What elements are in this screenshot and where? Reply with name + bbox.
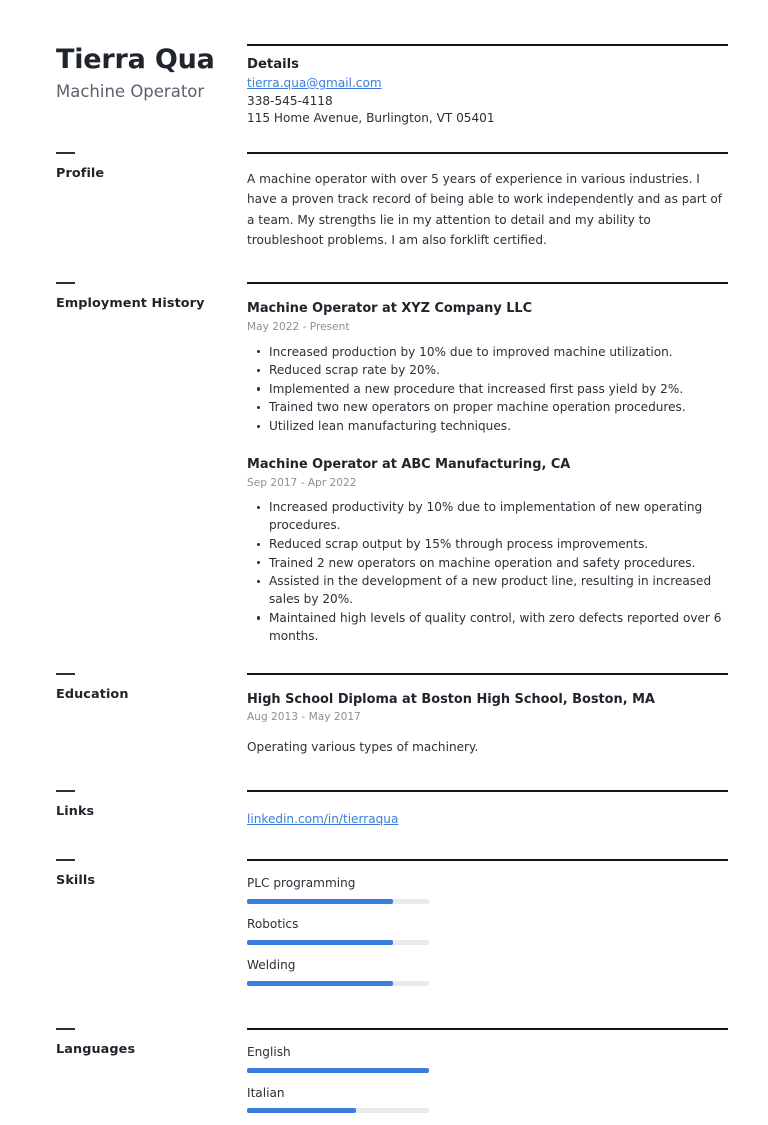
details-section xyxy=(247,44,768,128)
skill-level-track xyxy=(247,940,429,945)
links-label-column xyxy=(0,790,247,819)
bullet-item: Maintained high levels of quality control, with zero defects reported over 6 months. xyxy=(269,609,728,645)
language-level-fill xyxy=(247,1068,429,1073)
entry-title: Machine Operator at ABC Manufacturing, CA xyxy=(247,457,571,473)
profile-text: A machine operator with over 5 years of experience in various industries. I have a proven track record of being able to work independently and as part of a team. My strengths lie in my attention to detail and my ability to troubleshoot problems. I am also forklift certified. xyxy=(247,171,723,247)
section-dash xyxy=(56,790,75,792)
bullet-item: Trained two new operators on proper machine operation procedures. xyxy=(269,398,728,416)
skill-level-fill xyxy=(247,981,393,986)
section-rule xyxy=(247,282,728,284)
bullet-item: Utilized lean manufacturing techniques. xyxy=(269,417,728,435)
skill-item xyxy=(247,875,728,904)
languages-content-column xyxy=(247,1028,768,1125)
employment-entry xyxy=(247,300,728,435)
details-phone: 338-545-4118 xyxy=(247,93,333,108)
employment-entry xyxy=(247,456,728,645)
language-level-track xyxy=(247,1068,429,1073)
profile-section xyxy=(0,152,768,251)
skill-item xyxy=(247,957,728,986)
links-content-column xyxy=(247,790,768,829)
profile-label-column xyxy=(0,152,247,181)
employment-label-column xyxy=(0,282,247,311)
entry-bullets xyxy=(247,498,728,645)
candidate-job-title: Machine Operator xyxy=(56,82,205,102)
languages-label: Languages xyxy=(56,1041,136,1057)
education-label-column xyxy=(0,673,247,702)
bullet-item: Trained 2 new operators on machine operation and safety procedures. xyxy=(269,554,728,572)
skills-label-column xyxy=(0,859,247,888)
skill-name: Robotics xyxy=(247,916,299,931)
profile-content-column xyxy=(247,152,768,251)
entry-dates: Sep 2017 - Apr 2022 xyxy=(247,476,357,489)
languages-section xyxy=(0,1028,768,1125)
skills-list xyxy=(247,875,728,986)
links-label: Links xyxy=(56,804,95,820)
bullet-item: Increased production by 10% due to improved machine utilization. xyxy=(269,343,728,361)
section-rule xyxy=(247,859,728,861)
resume-header xyxy=(0,0,768,128)
entry-bullets xyxy=(247,343,728,435)
section-rule xyxy=(247,673,728,675)
entry-title: High School Diploma at Boston High School, Boston, MA xyxy=(247,691,655,707)
linkedin-link[interactable]: linkedin.com/in/tierraqua xyxy=(247,812,399,827)
language-name: English xyxy=(247,1044,291,1059)
employment-content-column xyxy=(247,282,768,645)
bullet-item: Implemented a new procedure that increased first pass yield by 2%. xyxy=(269,380,728,398)
education-content-column xyxy=(247,673,768,758)
email-link[interactable]: tierra.qua@gmail.com xyxy=(247,76,382,90)
skills-label: Skills xyxy=(56,872,96,888)
language-level-track xyxy=(247,1108,429,1113)
skill-level-track xyxy=(247,899,429,904)
skill-level-fill xyxy=(247,899,393,904)
entry-dates: Aug 2013 - May 2017 xyxy=(247,711,361,724)
section-dash xyxy=(56,152,75,154)
skills-content-column xyxy=(247,859,768,998)
entry-title: Machine Operator at XYZ Company LLC xyxy=(247,301,533,317)
language-item xyxy=(247,1044,728,1073)
skill-name: PLC programming xyxy=(247,875,356,890)
entry-dates: May 2022 - Present xyxy=(247,320,350,333)
header-identity xyxy=(0,44,247,102)
details-address: 115 Home Avenue, Burlington, VT 05401 xyxy=(247,111,495,126)
bullet-item: Increased productivity by 10% due to implementation of new operating procedures. xyxy=(269,498,728,534)
bullet-item: Assisted in the development of a new product line, resulting in increased sales by 20%. xyxy=(269,572,728,608)
employment-label: Employment History xyxy=(56,296,205,312)
section-dash xyxy=(56,859,75,861)
bullet-item: Reduced scrap output by 15% through process improvements. xyxy=(269,535,728,553)
languages-label-column xyxy=(0,1028,247,1057)
skill-name: Welding xyxy=(247,957,296,972)
section-dash xyxy=(56,1028,75,1030)
skills-section xyxy=(0,859,768,998)
details-email-row xyxy=(247,72,728,93)
section-rule xyxy=(247,44,728,46)
section-rule xyxy=(247,790,728,792)
links-section xyxy=(0,790,768,829)
bullet-item: Reduced scrap rate by 20%. xyxy=(269,361,728,379)
profile-label: Profile xyxy=(56,165,105,181)
language-name: Italian xyxy=(247,1085,285,1100)
candidate-name: Tierra Qua xyxy=(56,44,215,75)
language-item xyxy=(247,1085,728,1114)
link-row xyxy=(247,808,728,829)
education-section xyxy=(0,673,768,758)
education-label: Education xyxy=(56,686,129,702)
skill-item xyxy=(247,916,728,945)
section-rule xyxy=(247,152,728,154)
skill-level-fill xyxy=(247,940,393,945)
language-level-fill xyxy=(247,1108,356,1113)
skill-level-track xyxy=(247,981,429,986)
section-dash xyxy=(56,282,75,284)
section-rule xyxy=(247,1028,728,1030)
education-entry xyxy=(247,691,728,758)
section-dash xyxy=(56,673,75,675)
details-heading: Details xyxy=(247,57,299,72)
entry-description: Operating various types of machinery. xyxy=(247,739,479,754)
employment-section xyxy=(0,282,768,645)
languages-list xyxy=(247,1044,728,1114)
